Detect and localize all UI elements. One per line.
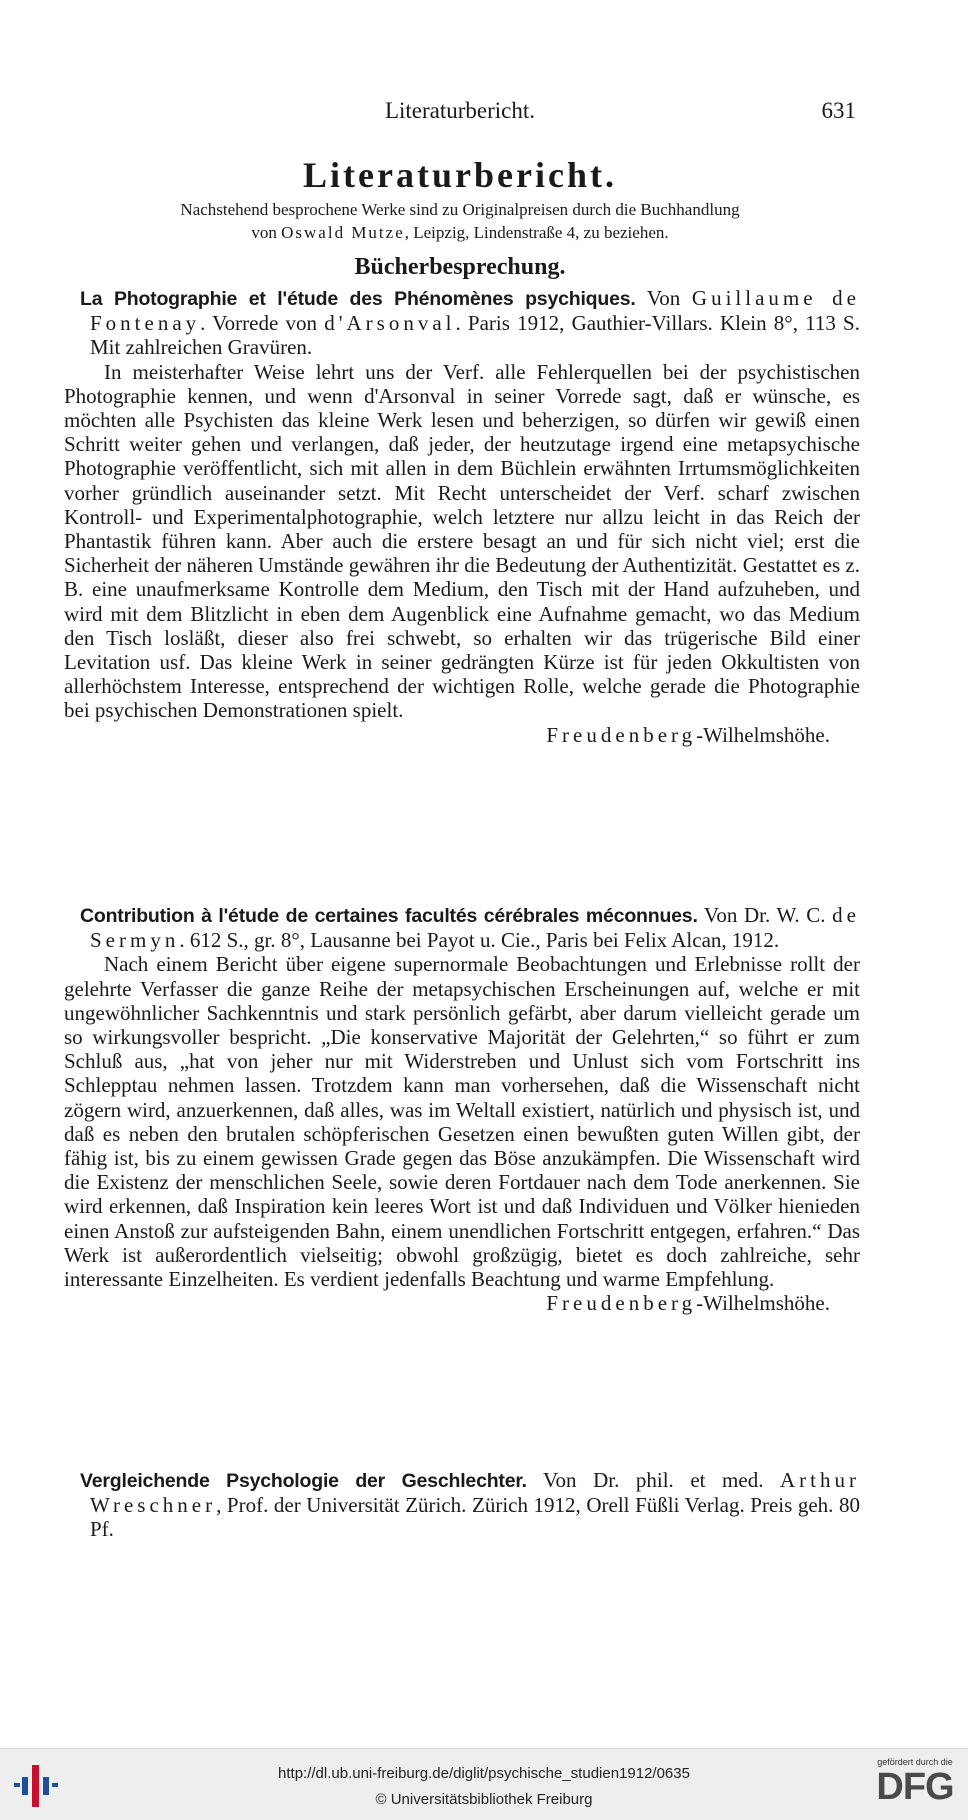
review-1-citation — [64, 286, 860, 360]
publisher-name: Oswald Mutze — [281, 223, 405, 242]
citation-details: , Prof. der Universität Zürich. Zürich 1912, Orell Füßli Verlag. Preis geh. 80 Pf. — [90, 1493, 860, 1542]
citation-von: Von Dr. W. C. — [697, 903, 833, 927]
book-author: de Sermyn — [90, 903, 860, 953]
review-2 — [64, 903, 860, 1315]
purchase-notice — [60, 198, 860, 244]
reviewer-place: -Wilhelmshöhe. — [696, 722, 830, 747]
review-3 — [64, 1468, 860, 1542]
review-3-citation — [64, 1468, 860, 1542]
book-title: Contribution à l'étude de certaines facultés cérébrales méconnues. — [80, 905, 698, 927]
book-author: Guillaume de Fontenay — [90, 286, 860, 336]
review-2-signature — [64, 1291, 860, 1315]
book-author: Arthur Wreschner — [90, 1468, 860, 1518]
preface-author: d'Arsonval — [324, 311, 456, 336]
viewer-footer — [0, 1748, 968, 1820]
review-1-signature — [64, 723, 860, 747]
citation-von: Von Dr. phil. et med. — [526, 1468, 780, 1492]
document-url[interactable]: http://dl.ub.uni-freiburg.de/diglit/psychische_studien1912/0635 — [278, 1765, 690, 1782]
citation-von: Von — [635, 286, 692, 310]
notice-line-2 — [60, 221, 860, 244]
dfg-logo — [872, 1757, 958, 1815]
page-title: Literaturbericht. — [303, 155, 617, 195]
review-2-citation — [64, 903, 860, 952]
citation-details: . Paris 1912, Gauthier-Villars. Klein 8°, 113 S. Mit zahlreichen Gravüren. — [90, 311, 860, 360]
copyright-notice: © Universitätsbibliothek Freiburg — [375, 1791, 593, 1808]
review-2-body: Nach einem Bericht über eigene supernormale Beobachtungen und Erlebnisse rollt der gelehrte Verfasser die ganze Reihe der metapsychischen Erscheinungen auf, welche er mit ungewöhnlicher Sachkenntnis und stark persönlich gefärbt, aber darum vielleicht gerade um so wirkungsvoller bespricht. „Die konservative Majorität der Gelehrten,“ so führt er zum Schluß aus, „hat von jeher nur mit Widerstreben und Unlust sich vom Fortschritt ins Schlepptau nehmen lassen. Trotzdem kann man vorhersehen, daß die Wissenschaft nicht zögern wird, anzuerkennen, daß alles, was im Weltall existiert, natürlich und physisch ist, und daß es neben den brutalen schöpferischen Gesetzen einen bewußten guten Willen gibt, der fähig ist, bis zu einem gewissen Grade gegen das Böse anzukämpfen. Die Wissenschaft wird die Existenz der menschlichen Seele, sowie deren Fortdauer nach dem Tode anerkennen. Sie wird erkennen, daß Inspiration kein leeres Wort ist und daß Individuen und Völker hienieden einen Anstoß zur aufsteigenden Bahn, einem unendlichen Fortschritt entgegen, erfahren.“ Das Werk ist außerordentlich vielseitig; obwohl großzügig, bietet es doch zahlreiche, sehr interessante Einzelheiten. Es verdient jedenfalls Beachtung und warme Empfehlung. — [64, 952, 860, 1292]
page-number: 631 — [821, 98, 856, 123]
section-heading: Bücherbesprechung. — [354, 254, 566, 280]
review-1 — [64, 286, 860, 747]
reviewer-name: Freudenberg — [546, 1291, 697, 1316]
notice-suffix: , Leipzig, Lindenstraße 4, zu beziehen. — [404, 223, 669, 242]
dfg-logo-text: DFG — [876, 1766, 954, 1808]
reviewer-place: -Wilhelmshöhe. — [696, 1291, 830, 1316]
book-title: Vergleichende Psychologie der Geschlechter. — [80, 1470, 527, 1492]
running-title: Literaturbericht. — [384, 98, 536, 123]
citation-details: . 612 S., gr. 8°, Lausanne bei Payot u. Cie., Paris bei Felix Alcan, 1912. — [179, 928, 780, 953]
citation-preface-label: . Vorrede von — [200, 311, 325, 336]
notice-line-1: Nachstehend besprochene Werke sind zu Originalpreisen durch die Buchhandlung — [180, 200, 740, 219]
review-1-body: In meisterhafter Weise lehrt uns der Verf. alle Fehlerquellen bei der psychistischen Photographie kennen, und wenn d'Arsonval in seiner Vorrede sagt, daß er wünsche, es möchten alle Psychisten das kleine Werk lesen und beherzigen, so dürfen wir gewiß einen Schritt weiter gehen und verlangen, daß jeder, der heutzutage irgend eine metapsychische Photographie veröffentlicht, sich mit allen in dem Büchlein erwähnten Irrtumsmöglichkeiten vorher gründlich auseinander setzt. Mit Recht unterscheidet der Verf. scharf zwischen Kontroll- und Experimentalphotographie, welch letztere nur allzu leicht in das Reich der Phantastik führen kann. Aber auch die erstere besagt an und für sich nicht viel; erst die Sicherheit der näheren Umstände gewähren ihr die Bedeutung der Authentizität. Gestattet es z. B. eine unaufmerksame Kontrolle dem Medium, den Tisch mit der Hand aufzuheben, und wird mit dem Blitzlicht in eben dem Augenblick eine Aufnahme gemacht, wo das Medium den Tisch losläßt, dieser also frei schwebt, so erhalten wir das trügerische Bild einer Levitation usf. Das kleine Werk in seiner gedrängten Kürze ist für jeden Okkultisten von allerhöchstem Interesse, entsprechend der wichtigen Rolle, welche gerade die Photographie bei psychischen Demonstrationen spielt. — [64, 359, 860, 723]
notice-prefix: von — [251, 223, 282, 242]
dfg-funding-note: gefördert durch die — [877, 1757, 953, 1767]
reviewer-name: Freudenberg — [546, 722, 697, 747]
running-head — [60, 94, 860, 128]
book-title: La Photographie et l'étude des Phénomènes psychiques. — [80, 288, 636, 310]
